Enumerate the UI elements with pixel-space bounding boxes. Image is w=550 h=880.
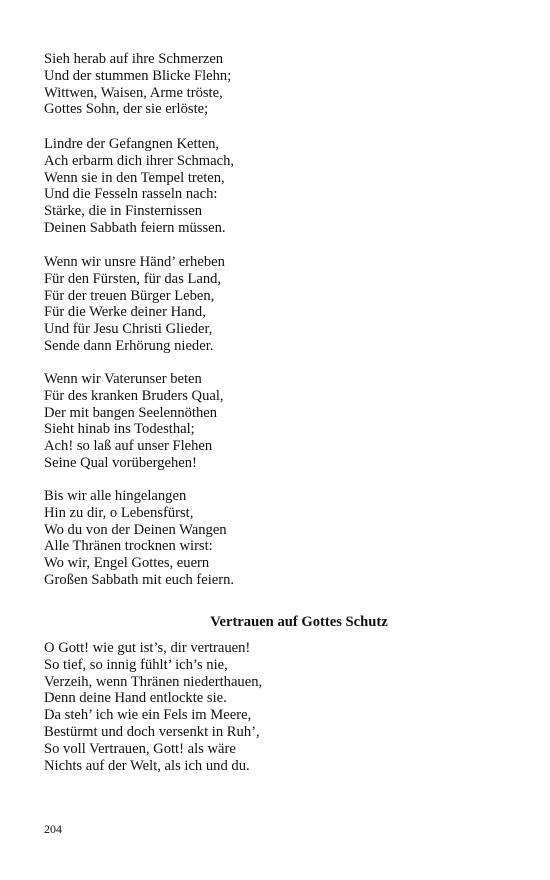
verse-line: Wittwen, Waisen, Arme tröste, — [44, 84, 223, 101]
verse-line: Für die Werke deiner Hand, — [44, 304, 206, 321]
verse-line: Hin zu dir, o Lebensfürst, — [44, 504, 194, 521]
verse-line: Großen Sabbath mit euch feiern. — [44, 571, 235, 588]
verse-line: Ach! so laß auf unser Flehen — [44, 438, 213, 455]
stanza-1 — [44, 51, 231, 118]
verse-line: Bestürmt und doch versenkt in Ruh’, — [44, 723, 260, 740]
verse-line: Sende dann Erhörung nieder. — [44, 337, 214, 354]
verse-line: Deinen Sabbath feiern müssen. — [44, 219, 226, 236]
verse-line: Nichts auf der Welt, als ich und du. — [44, 757, 250, 774]
verse-line: Gottes Sohn, der sie erlöste; — [44, 101, 209, 118]
verse-line: Und für Jesu Christi Glieder, — [44, 321, 213, 338]
verse-line: O Gott! wie gut ist’s, dir vertrauen! — [44, 640, 251, 656]
verse-line: Wo du von der Deinen Wangen — [44, 521, 227, 538]
verse-line: Alle Thränen trocknen wirst: — [44, 538, 213, 555]
verse-line: Und die Fesseln rasseln nach: — [44, 186, 218, 203]
verse-line: Wenn wir unsre Händ’ erheben — [44, 254, 225, 270]
poem-2-stanza — [44, 640, 262, 774]
stanza-5 — [44, 488, 234, 589]
stanza-3 — [44, 254, 225, 355]
verse-line: Stärke, die in Finsternissen — [44, 203, 203, 220]
verse-line: Bis wir alle hingelangen — [44, 488, 187, 504]
verse-line: Wo wir, Engel Gottes, euern — [44, 555, 210, 572]
stanza-2 — [44, 136, 234, 237]
verse-line: Denn deine Hand entlockte sie. — [44, 690, 227, 707]
verse-line: Für den Fürsten, für das Land, — [44, 270, 222, 287]
verse-line: Seine Qual vorübergehen! — [44, 454, 197, 471]
page-number: 204 — [44, 822, 62, 836]
verse-line: Der mit bangen Seelennöthen — [44, 404, 218, 421]
stanza-4 — [44, 371, 224, 472]
verse-line: Da steh’ ich wie ein Fels im Meere, — [44, 707, 252, 724]
verse-line: Und der stummen Blicke Flehn; — [44, 67, 232, 84]
verse-line: So tief, so innig fühlt’ ich’s nie, — [44, 656, 228, 673]
poem-title: Vertrauen auf Gottes Schutz — [210, 614, 388, 630]
verse-line: Sieht hinab ins Todesthal; — [44, 421, 195, 438]
verse-line: Ach erbarm dich ihrer Schmach, — [44, 152, 235, 169]
verse-line: Wenn wir Vaterunser beten — [44, 371, 202, 387]
verse-line: Lindre der Gefangnen Ketten, — [44, 136, 220, 152]
verse-line: So voll Vertrauen, Gott! als wäre — [44, 740, 236, 757]
verse-line: Sieh herab auf ihre Schmerzen — [44, 51, 224, 67]
verse-line: Wenn sie in den Tempel treten, — [44, 169, 225, 186]
verse-line: Verzeih, wenn Thränen niederthauen, — [44, 673, 263, 690]
verse-line: Für der treuen Bürger Leben, — [44, 287, 215, 304]
verse-line: Für des kranken Bruders Qual, — [44, 387, 224, 404]
